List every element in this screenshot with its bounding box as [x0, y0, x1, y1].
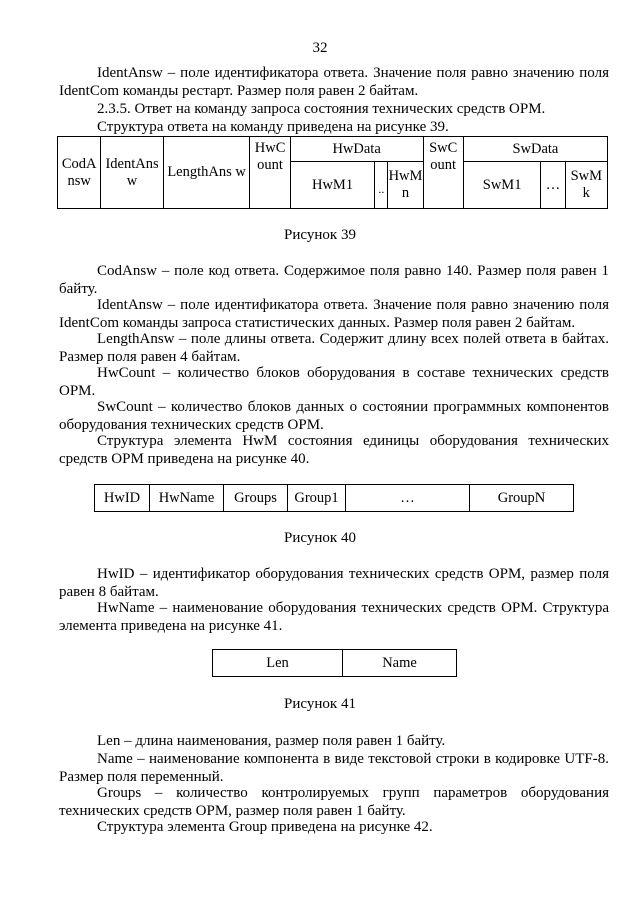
paragraph-lengthansw: LengthAnsw – поле длины ответа. Содержит длину всех полей ответа в байтах. Размер поля равен 4 байтам.: [59, 331, 609, 365]
paragraph-len: Len – длина наименования, размер поля равен 1 байту.: [97, 733, 446, 749]
paragraph-figure39-ref: Структура ответа на команду приведена на рисунке 39.: [97, 119, 449, 135]
cell-codansw: CodA nsw: [58, 137, 101, 209]
cell-group1: Group1: [288, 485, 346, 512]
cell-hwid: HwID: [95, 485, 150, 512]
figure39-table: [57, 136, 608, 209]
cell-groupn: GroupN: [470, 485, 574, 512]
paragraph-hwcount: HwCount – количество блоков оборудования в составе технических средств ОРМ.: [59, 365, 609, 399]
cell-identansw: IdentAns w: [101, 137, 163, 209]
page-number: 32: [312, 40, 328, 56]
cell-hwcount: HwC ount: [250, 137, 290, 209]
caption-figure39: Рисунок 39: [284, 227, 356, 243]
paragraph-hwname: HwName – наименование оборудования технических средств ОРМ. Структура элемента приведена на рисунке 41.: [59, 600, 609, 634]
cell-swm1: SwM1: [463, 162, 541, 209]
cell-hw-ellipsis: ..: [375, 162, 388, 209]
cell-sw-ellipsis: …: [541, 162, 565, 209]
cell-groups-ellipsis: …: [346, 485, 470, 512]
cell-hwname: HwName: [150, 485, 224, 512]
cell-swdata: SwData: [463, 137, 607, 162]
cell-swcount: SwC ount: [423, 137, 463, 209]
paragraph-hwm-structure: Структура элемента HwM состояния единицы оборудования технических средств ОРМ приведена на рисунке 40.: [59, 433, 609, 467]
paragraph-group-structure: Структура элемента Group приведена на рисунке 42.: [97, 819, 433, 835]
caption-figure40: Рисунок 40: [284, 530, 356, 546]
section-heading-2-3-5: 2.3.5. Ответ на команду запроса состояния технических средств ОРМ.: [97, 101, 546, 117]
cell-groups: Groups: [224, 485, 288, 512]
paragraph-groups: Groups – количество контролируемых групп параметров оборудования технических средств ОРМ, размер поля равен 1 байту.: [59, 785, 609, 819]
caption-figure41: Рисунок 41: [284, 696, 356, 712]
paragraph-swcount: SwCount – количество блоков данных о состоянии программных компонентов оборудования технических средств ОРМ.: [59, 399, 609, 433]
paragraph-hwid: HwID – идентификатор оборудования технических средств ОРМ, размер поля равен 8 байтам.: [59, 566, 609, 600]
cell-hwm1: HwM1: [290, 162, 375, 209]
paragraph-identansw-restart: IdentAnsw – поле идентификатора ответа. Значение поля равно значению поля IdentCom команды рестарт. Размер поля равен 2 байтам.: [59, 65, 609, 99]
paragraph-codansw: CodAnsw – поле код ответа. Содержимое поля равно 140. Размер поля равен 1 байту.: [59, 263, 609, 297]
paragraph-name: Name – наименование компонента в виде текстовой строки в кодировке UTF-8. Размер поля переменный.: [59, 751, 609, 785]
cell-len: Len: [213, 650, 343, 677]
cell-hwmn: HwM n: [388, 162, 423, 209]
cell-swmk: SwM k: [565, 162, 607, 209]
cell-hwdata: HwData: [290, 137, 423, 162]
paragraph-identansw-stats: IdentAnsw – поле идентификатора ответа. Значение поля равно значению поля IdentCom команды запроса статистических данных. Размер поля равен 2 байтам.: [59, 297, 609, 331]
figure40-table: [94, 484, 574, 512]
figure41-table: [212, 649, 457, 677]
cell-lengthansw: LengthAns w: [163, 137, 250, 209]
cell-name: Name: [343, 650, 457, 677]
